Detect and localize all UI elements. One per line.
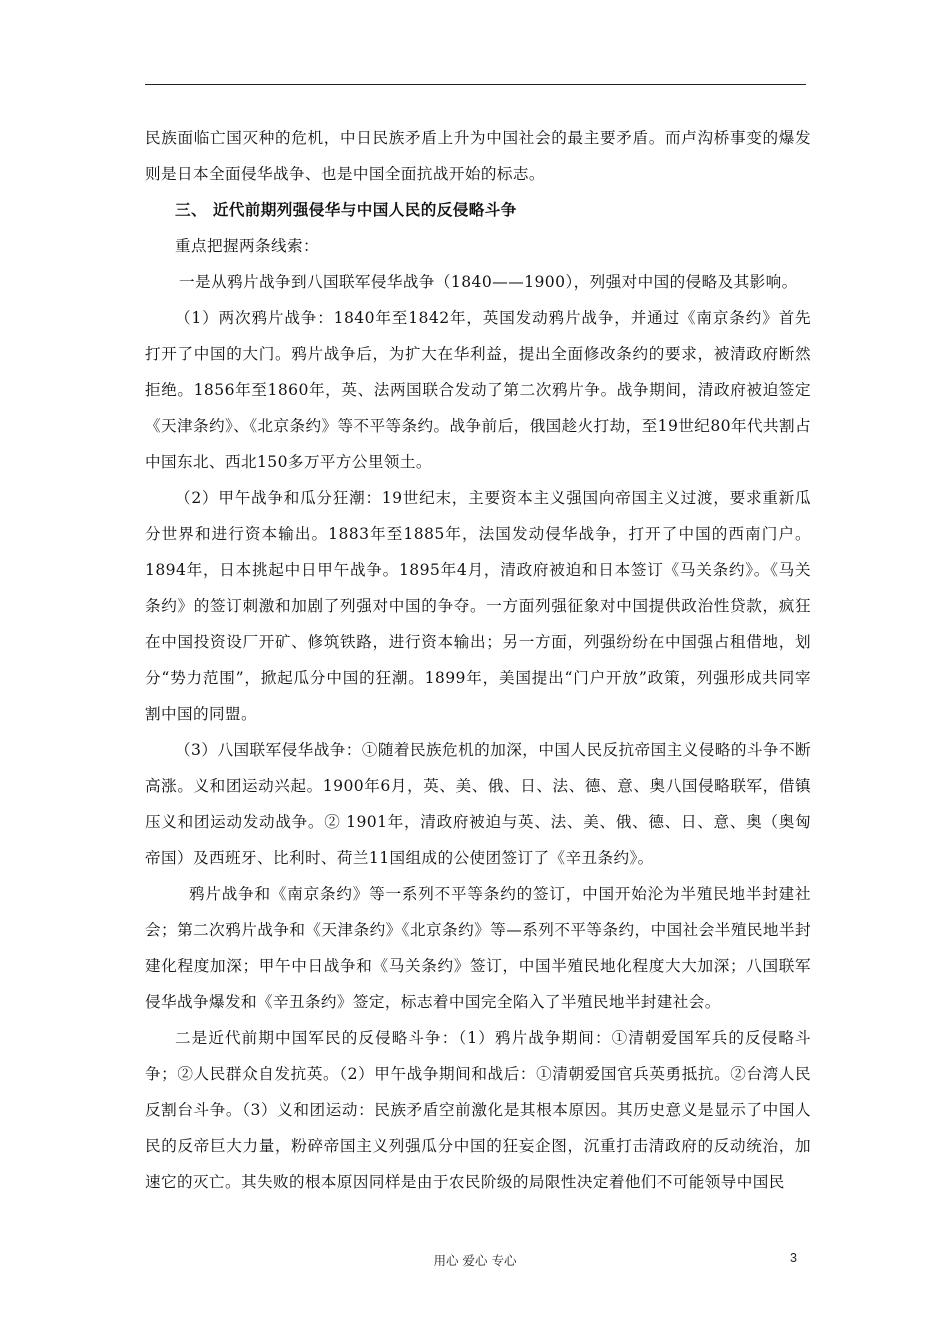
paragraph-thread-two: 二是近代前期中国军民的反侵略斗争：（1）鸦片战争期间：①清朝爱国军兵的反侵略斗争；②人民群众自发抗英。（2）甲午战争期间和战后：①清朝爱国官兵英勇抵抗。②台湾人民反割台斗争。（3）义和团运动：民族矛盾空前激化是其根本原因。其历史意义是显示了中国人民的反帝巨大力量，粉碎帝国主义列强瓜分中国的狂妄企图，沉重打击清政府的反动统治，加速它的灭亡。其失败的根本原因同样是由于农民阶级的局限性决定着他们不可能领导中国民	[145, 1029, 811, 1191]
paragraph-opium-wars: （1）两次鸦片战争：1840年至1842年，英国发动鸦片战争，并通过《南京条约》首先打开了中国的大门。鸦片战争后，为扩大在华利益，提出全面修改条约的要求，被清政府断然拒绝。1856年至1860年，英、法两国联合发动了第二次鸦片争。战争期间，清政府被迫签定《天津条约》、《北京条约》等不平等条约。战争前后，俄国趁火打劫，至19世纪80年代共割占中国东北、西北150多万平方公里领土。	[145, 309, 811, 471]
paragraph-treaties-summary: 鸦片战争和《南京条约》等一系列不平等条约的签订，中国开始沦为半殖民地半封建社会；第二次鸦片战争和《天津条约》《北京条约》等—系列不平等条约，中国社会半殖民地半封建化程度加深；甲午中日战争和《马关条约》签订，中国半殖民地化程度大大加深；八国联军侵华战争爆发和《辛丑条约》签定，标志着中国完全陷入了半殖民地半封建社会。	[145, 885, 811, 1011]
document-body	[145, 120, 811, 1200]
page-number: 3	[790, 1251, 797, 1265]
paragraph-eight-nation-alliance: （3）八国联军侵华战争：①随着民族危机的加深，中国人民反抗帝国主义侵略的斗争不断高涨。义和团运动兴起。1900年6月，英、美、俄、日、法、德、意、奥八国侵略联军，借镇压义和团运动发动战争。② 1901年，清政府被迫与英、法、美、俄、德、日、意、奥（奥匈帝国）及西班牙、比利时、荷兰11国组成的公使团签订了《辛丑条约》。	[145, 741, 811, 867]
paragraph-continuation: 民族面临亡国灭种的危机，中日民族矛盾上升为中国社会的最主要矛盾。而卢沟桥事变的爆发则是日本全面侵华战争、也是中国全面抗战开始的标志。	[145, 129, 811, 183]
paragraph-thread-one: 一是从鸦片战争到八国联军侵华战争（1840——1900），列强对中国的侵略及其影响。	[179, 273, 798, 291]
header-rule	[145, 84, 806, 85]
footer-motto: 用心 爱心 专心	[433, 1253, 517, 1268]
paragraph-sino-japanese-war: （2）甲午战争和瓜分狂潮：19世纪末，主要资本主义强国向帝国主义过渡，要求重新瓜分世界和进行资本输出。1883年至1885年，法国发动侵华战争，打开了中国的西南门户。1894年，日本挑起中日甲午战争。1895年4月，清政府被迫和日本签订《马关条约》。《马关条约》的签订刺激和加剧了列强对中国的争夺。一方面列强征象对中国提供政治性贷款，疯狂在中国投资设厂开矿、修筑铁路，进行资本输出；另一方面，列强纷纷在中国强占租借地，划分“势力范围”，掀起瓜分中国的狂潮。1899年，美国提出“门户开放”政策，列强形成共同宰割中国的同盟。	[145, 489, 811, 723]
paragraph-key-points: 重点把握两条线索：	[175, 237, 319, 255]
section-heading: 三、 近代前期列强侵华与中国人民的反侵略斗争	[175, 200, 517, 219]
